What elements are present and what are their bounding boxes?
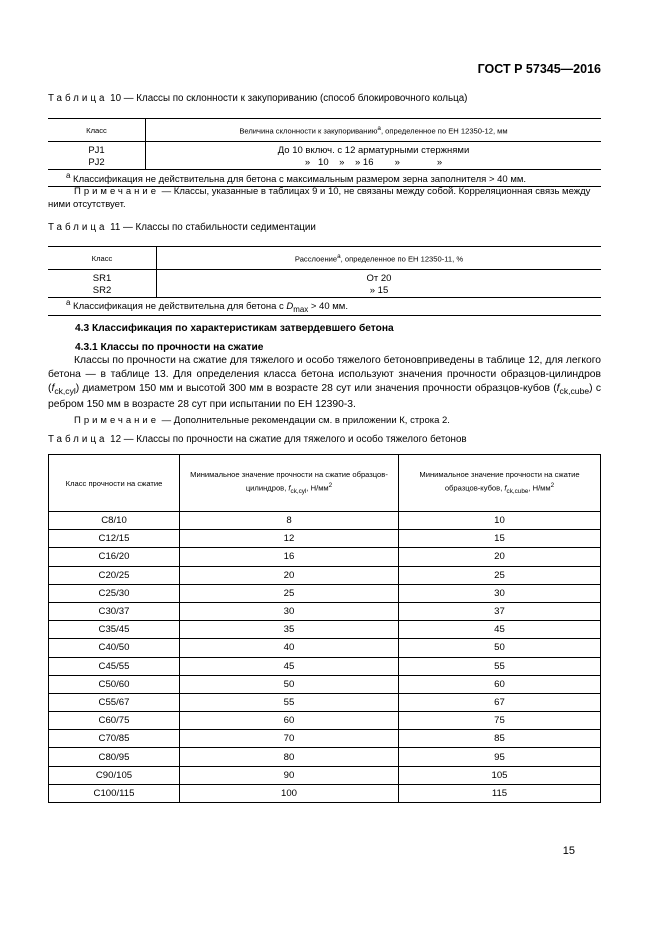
page-number: 15 xyxy=(562,845,575,857)
table-row xyxy=(49,748,601,766)
cell-value: SR1 xyxy=(92,273,112,284)
cylinder-strength-cell: 20 xyxy=(180,566,399,584)
class-cell: C50/60 xyxy=(49,675,180,693)
footnote-text: > 40 мм. xyxy=(308,301,348,313)
paragraph-text: ) диаметром 150 мм и высотой 300 мм в возрасте 28 сут или значения прочности образцов-кубов ( xyxy=(75,382,557,394)
table-12 xyxy=(48,454,601,803)
class-cell: C8/10 xyxy=(49,512,180,530)
superscript: 2 xyxy=(328,481,333,489)
class-cell: C16/20 xyxy=(49,548,180,566)
cube-strength-cell: 105 xyxy=(399,766,601,784)
cube-strength-cell: 45 xyxy=(399,621,601,639)
column-header xyxy=(157,247,602,270)
cube-strength-cell: 20 xyxy=(399,548,601,566)
cylinder-strength-cell: 50 xyxy=(180,675,399,693)
note-label: Примечание xyxy=(74,186,159,197)
class-cell: C80/95 xyxy=(49,748,180,766)
subscript: ck,cyl xyxy=(54,385,76,396)
column-header xyxy=(399,455,601,512)
note xyxy=(48,185,601,211)
paragraph-text: ) с ребром 150 мм в возрасте 28 сут при испытании по ЕН 12390-3. xyxy=(48,382,601,411)
table-footnote xyxy=(48,298,601,316)
table-row xyxy=(49,566,601,584)
cube-strength-cell: 85 xyxy=(399,730,601,748)
table-row xyxy=(48,270,601,298)
class-cell: C30/37 xyxy=(49,602,180,620)
cell-value: PJ2 xyxy=(88,157,105,168)
footnote-mark: a xyxy=(66,170,71,180)
class-cell: C55/67 xyxy=(49,693,180,711)
caption-text: 10 — Классы по склонности к закупориванию (способ блокировочного кольца) xyxy=(107,93,468,104)
table-body xyxy=(49,512,601,803)
cube-strength-cell: 75 xyxy=(399,712,601,730)
caption-text: 12 — Классы по прочности на сжатие для тяжелого и особо тяжелого бетонов xyxy=(107,434,467,445)
superscript: 2 xyxy=(550,481,555,489)
footnote-ref: a xyxy=(337,252,341,260)
subscript: ck,cube xyxy=(559,385,590,396)
subscript: ck,cyl xyxy=(290,488,307,496)
cell-value: До 10 включ. с 12 арматурными стержнями xyxy=(277,145,470,156)
class-cell: C45/55 xyxy=(49,657,180,675)
footnote-ref: a xyxy=(377,124,381,132)
cube-strength-cell: 50 xyxy=(399,639,601,657)
class-cell: C70/85 xyxy=(49,730,180,748)
cylinder-strength-cell: 16 xyxy=(180,548,399,566)
header-text: , Н/мм xyxy=(528,483,551,493)
class-cell: C35/45 xyxy=(49,621,180,639)
caption-text: 11 — Классы по стабильности седиментации xyxy=(107,222,316,233)
cube-strength-cell: 37 xyxy=(399,602,601,620)
value-cell xyxy=(146,142,602,170)
table-row xyxy=(49,730,601,748)
class-cell: C12/15 xyxy=(49,530,180,548)
footnote-text: Классификация не действительна для бетона с xyxy=(70,301,287,313)
class-cell xyxy=(48,142,146,170)
table-row xyxy=(49,712,601,730)
footnote-subscript: max xyxy=(293,305,309,315)
cylinder-strength-cell: 60 xyxy=(180,712,399,730)
document-header: ГОСТ Р 57345—2016 xyxy=(477,62,601,76)
footnote-text: Классификация не действительна для бетона с максимальным размером зерна заполнителя > 40 мм. xyxy=(70,174,527,186)
note xyxy=(74,414,450,427)
header-text: Минимальное значение прочности на сжатие образцов-цилиндров, xyxy=(190,469,388,493)
cube-strength-cell: 60 xyxy=(399,675,601,693)
note-label: Примечание xyxy=(74,415,159,426)
table11-caption xyxy=(48,222,316,233)
cube-strength-cell: 115 xyxy=(399,784,601,802)
body-paragraph xyxy=(48,354,601,412)
table-footnote xyxy=(48,170,601,187)
table-footnote-row xyxy=(48,170,601,187)
cube-strength-cell: 67 xyxy=(399,693,601,711)
table-row xyxy=(49,657,601,675)
class-cell: C20/25 xyxy=(49,566,180,584)
table-row xyxy=(49,512,601,530)
table-row xyxy=(49,530,601,548)
caption-word: Таблица xyxy=(48,434,108,445)
table-row xyxy=(49,639,601,657)
cylinder-strength-cell: 35 xyxy=(180,621,399,639)
table-10 xyxy=(48,118,601,187)
table12-caption xyxy=(48,434,467,445)
table-row xyxy=(49,602,601,620)
cell-value: » 15 xyxy=(369,285,389,296)
caption-word: Таблица xyxy=(48,93,108,104)
table-row xyxy=(48,142,601,170)
cube-strength-cell: 15 xyxy=(399,530,601,548)
table-header-row xyxy=(48,119,601,142)
class-cell: C100/115 xyxy=(49,784,180,802)
table-row xyxy=(49,584,601,602)
cylinder-strength-cell: 55 xyxy=(180,693,399,711)
table-row xyxy=(49,548,601,566)
subsection-heading: 4.3.1 Классы по прочности на сжатие xyxy=(75,342,264,353)
column-header xyxy=(180,455,399,512)
variable: f xyxy=(556,382,560,394)
class-cell: C40/50 xyxy=(49,639,180,657)
table-footnote-row xyxy=(48,298,601,316)
cylinder-strength-cell: 70 xyxy=(180,730,399,748)
column-header: Класс xyxy=(48,119,146,142)
header-text: , определенное по ЕН 12350-11, % xyxy=(340,254,464,264)
column-header: Класс xyxy=(48,247,157,270)
cube-strength-cell: 25 xyxy=(399,566,601,584)
cylinder-strength-cell: 30 xyxy=(180,602,399,620)
table10-caption xyxy=(48,93,467,104)
cylinder-strength-cell: 90 xyxy=(180,766,399,784)
cell-value: PJ1 xyxy=(88,145,105,156)
cell-value: » 10 » » 16 » » xyxy=(304,157,443,168)
table-row xyxy=(49,766,601,784)
cylinder-strength-cell: 40 xyxy=(180,639,399,657)
header-text: , определенное по ЕН 12350-12, мм xyxy=(380,126,508,136)
column-header xyxy=(146,119,602,142)
variable: f xyxy=(51,382,55,394)
subscript: ck,cube xyxy=(506,488,529,496)
table-row xyxy=(49,784,601,802)
column-header: Класс прочности на сжатие xyxy=(49,455,180,512)
footnote-mark: a xyxy=(66,298,71,308)
class-cell xyxy=(48,270,157,298)
section-heading: 4.3 Классификация по характеристикам затвердевшего бетона xyxy=(75,323,394,334)
variable: f xyxy=(504,483,507,493)
header-text: , Н/мм xyxy=(306,483,329,493)
cube-strength-cell: 95 xyxy=(399,748,601,766)
cylinder-strength-cell: 25 xyxy=(180,584,399,602)
header-text: Величина склонности к закупориванию xyxy=(239,126,378,136)
header-text: Расслоение xyxy=(294,254,338,264)
note-text: — Дополнительные рекомендации см. в приложении К, строка 2. xyxy=(159,415,450,426)
table-header-row xyxy=(49,455,601,512)
class-cell: C90/105 xyxy=(49,766,180,784)
cylinder-strength-cell: 45 xyxy=(180,657,399,675)
value-cell xyxy=(157,270,602,298)
class-cell: C60/75 xyxy=(49,712,180,730)
cylinder-strength-cell: 80 xyxy=(180,748,399,766)
class-cell: C25/30 xyxy=(49,584,180,602)
cylinder-strength-cell: 12 xyxy=(180,530,399,548)
variable: f xyxy=(288,483,291,493)
table-header-row xyxy=(48,247,601,270)
cylinder-strength-cell: 100 xyxy=(180,784,399,802)
caption-word: Таблица xyxy=(48,222,108,233)
note-text: — Классы, указанные в таблицах 9 и 10, не связаны между собой. Корреляционная связь между ними отсутствует. xyxy=(48,186,591,210)
cube-strength-cell: 10 xyxy=(399,512,601,530)
table-row xyxy=(49,621,601,639)
cell-value: От 20 xyxy=(366,273,392,284)
cube-strength-cell: 55 xyxy=(399,657,601,675)
footnote-variable: D xyxy=(286,301,294,313)
cylinder-strength-cell: 8 xyxy=(180,512,399,530)
paragraph-text: Классы по прочности на сжатие для тяжелого и особо тяжелого бетоновприведены в таблице 12, для легкого бетона — в таблице 13. Для определения класса бетона используют значения прочности образцов-цилиндров ( xyxy=(48,355,601,394)
table-row xyxy=(49,693,601,711)
table-row xyxy=(49,675,601,693)
cell-value: SR2 xyxy=(92,285,112,296)
table-11 xyxy=(48,246,601,316)
header-text: Минимальное значение прочности на сжатие образцов-кубов, xyxy=(419,469,580,493)
cube-strength-cell: 30 xyxy=(399,584,601,602)
